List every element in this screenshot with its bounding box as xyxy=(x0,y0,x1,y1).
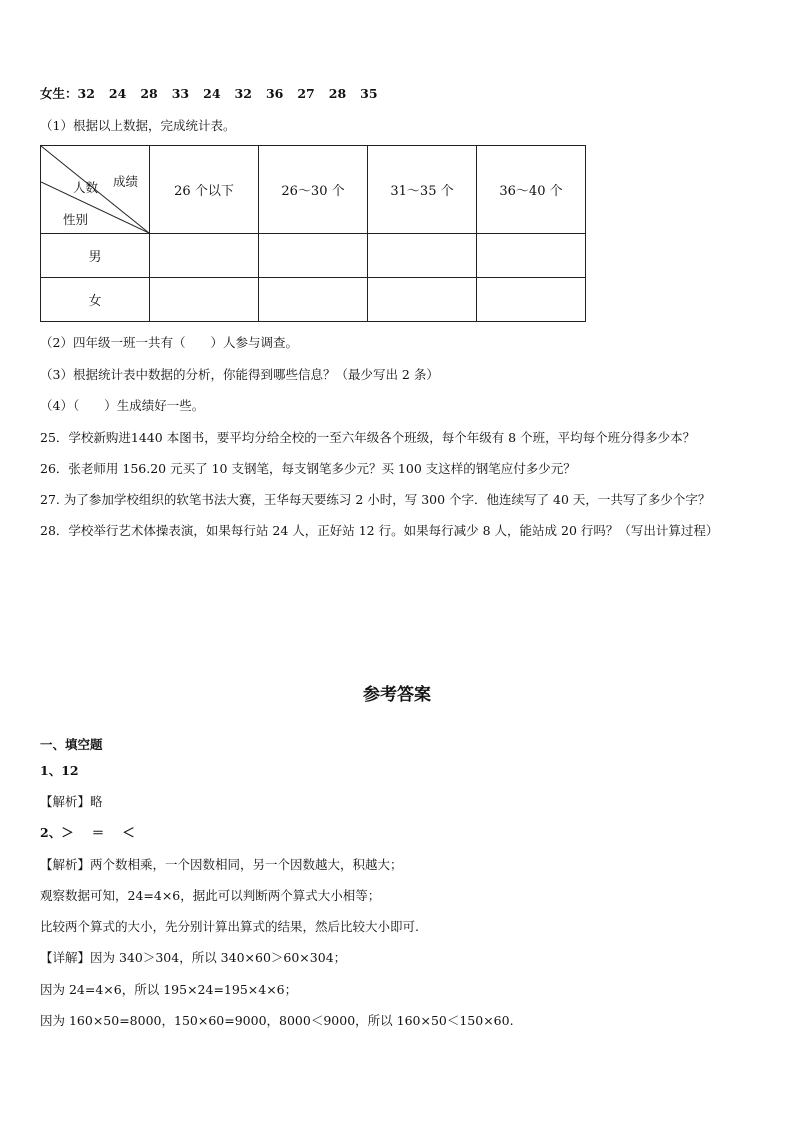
table-cell xyxy=(150,234,259,278)
score: 24 xyxy=(108,86,127,101)
answer-2-line-3: 比较两个算式的大小，先分别计算出算式的结果，然后比较大小即可. xyxy=(40,919,419,934)
table-cell xyxy=(259,278,368,322)
score: 24 xyxy=(203,86,221,101)
score: 35 xyxy=(360,86,378,101)
girls-scores-line xyxy=(40,84,378,102)
corner-label-score: 成绩 xyxy=(113,174,139,189)
question-27: 27. 为了参加学校组织的软笔书法大赛，王华每天要练习 2 小时，写 300 个字．他连续写了 40 天，一共写了多少个字？ xyxy=(40,492,711,507)
answer-2-detail: 【详解】因为 340＞304，所以 340×60＞60×304； xyxy=(40,950,347,965)
table-cell xyxy=(368,278,477,322)
statistics-table xyxy=(40,145,586,322)
row-label-female: 女 xyxy=(41,278,150,322)
score: 36 xyxy=(265,86,284,101)
answer-2-line-2: 观察数据可知，24=4×6，据此可以判断两个算式大小相等； xyxy=(40,888,381,903)
answer-symbol: ＞ xyxy=(61,825,74,840)
question-2: （2）四年级一班一共有（ ）人参与调查。 xyxy=(40,335,298,350)
question-3: （3）根据统计表中数据的分析，你能得到哪些信息？（最少写出 2 条） xyxy=(40,367,439,382)
corner-label-count: 人数 xyxy=(73,180,99,195)
answer-symbol: ＜ xyxy=(122,825,135,840)
score: 28 xyxy=(140,86,158,101)
score: 32 xyxy=(234,86,252,101)
score: 32 xyxy=(77,86,95,101)
answer-symbol: ＝ xyxy=(91,825,105,840)
table-cell xyxy=(259,234,368,278)
answer-2 xyxy=(40,823,135,841)
table-cell xyxy=(477,278,586,322)
table-row xyxy=(41,234,586,278)
answer-2-analysis: 【解析】两个数相乘，一个因数相同，另一个因数越大，积越大； xyxy=(40,857,403,872)
table-header-cell: 36～40 个 xyxy=(477,146,586,234)
answer-1-analysis: 【解析】略 xyxy=(40,794,103,809)
answer-2-detail-2: 因为 24=4×6，所以 195×24=195×4×6； xyxy=(40,982,298,997)
table-header-cell: 26～30 个 xyxy=(259,146,368,234)
score: 28 xyxy=(328,86,347,101)
answer-2-detail-3: 因为 160×50=8000，150×60=9000，8000＜9000，所以 160×50＜150×60. xyxy=(40,1013,514,1028)
table-corner-cell xyxy=(41,146,150,234)
corner-label-gender: 性别 xyxy=(63,212,89,227)
table-row xyxy=(41,278,586,322)
answer-2-prefix: 2、 xyxy=(40,825,62,840)
question-25: 25．学校新购进1440 本图书，要平均分给全校的一至六年级各个班级，每个年级有 8 个班，平均每个班分得多少本？ xyxy=(40,430,696,445)
question-4: （4）（ ）生成绩好一些。 xyxy=(40,398,205,413)
answer-1: 1、12 xyxy=(40,763,79,778)
answer-key-title: 参考答案 xyxy=(363,685,431,705)
score: 33 xyxy=(171,86,190,101)
question-28: 28．学校举行艺术体操表演，如果每行站 24 人，正好站 12 行。如果每行减少 8 人，能站成 20 行吗？（写出计算过程） xyxy=(40,523,719,538)
table-cell xyxy=(150,278,259,322)
question-1: （1）根据以上数据，完成统计表。 xyxy=(40,118,236,133)
table-cell xyxy=(368,234,477,278)
row-label-male: 男 xyxy=(41,234,150,278)
section-heading: 一、填空题 xyxy=(40,737,103,752)
score: 27 xyxy=(297,86,315,101)
question-26: 26．张老师用 156.20 元买了 10 支钢笔，每支钢笔多少元？买 100 支这样的钢笔应付多少元？ xyxy=(40,461,576,476)
girls-label: 女生： xyxy=(40,86,78,101)
table-header-cell: 31～35 个 xyxy=(368,146,477,234)
table-header-cell: 26 个以下 xyxy=(150,146,259,234)
table-cell xyxy=(477,234,586,278)
